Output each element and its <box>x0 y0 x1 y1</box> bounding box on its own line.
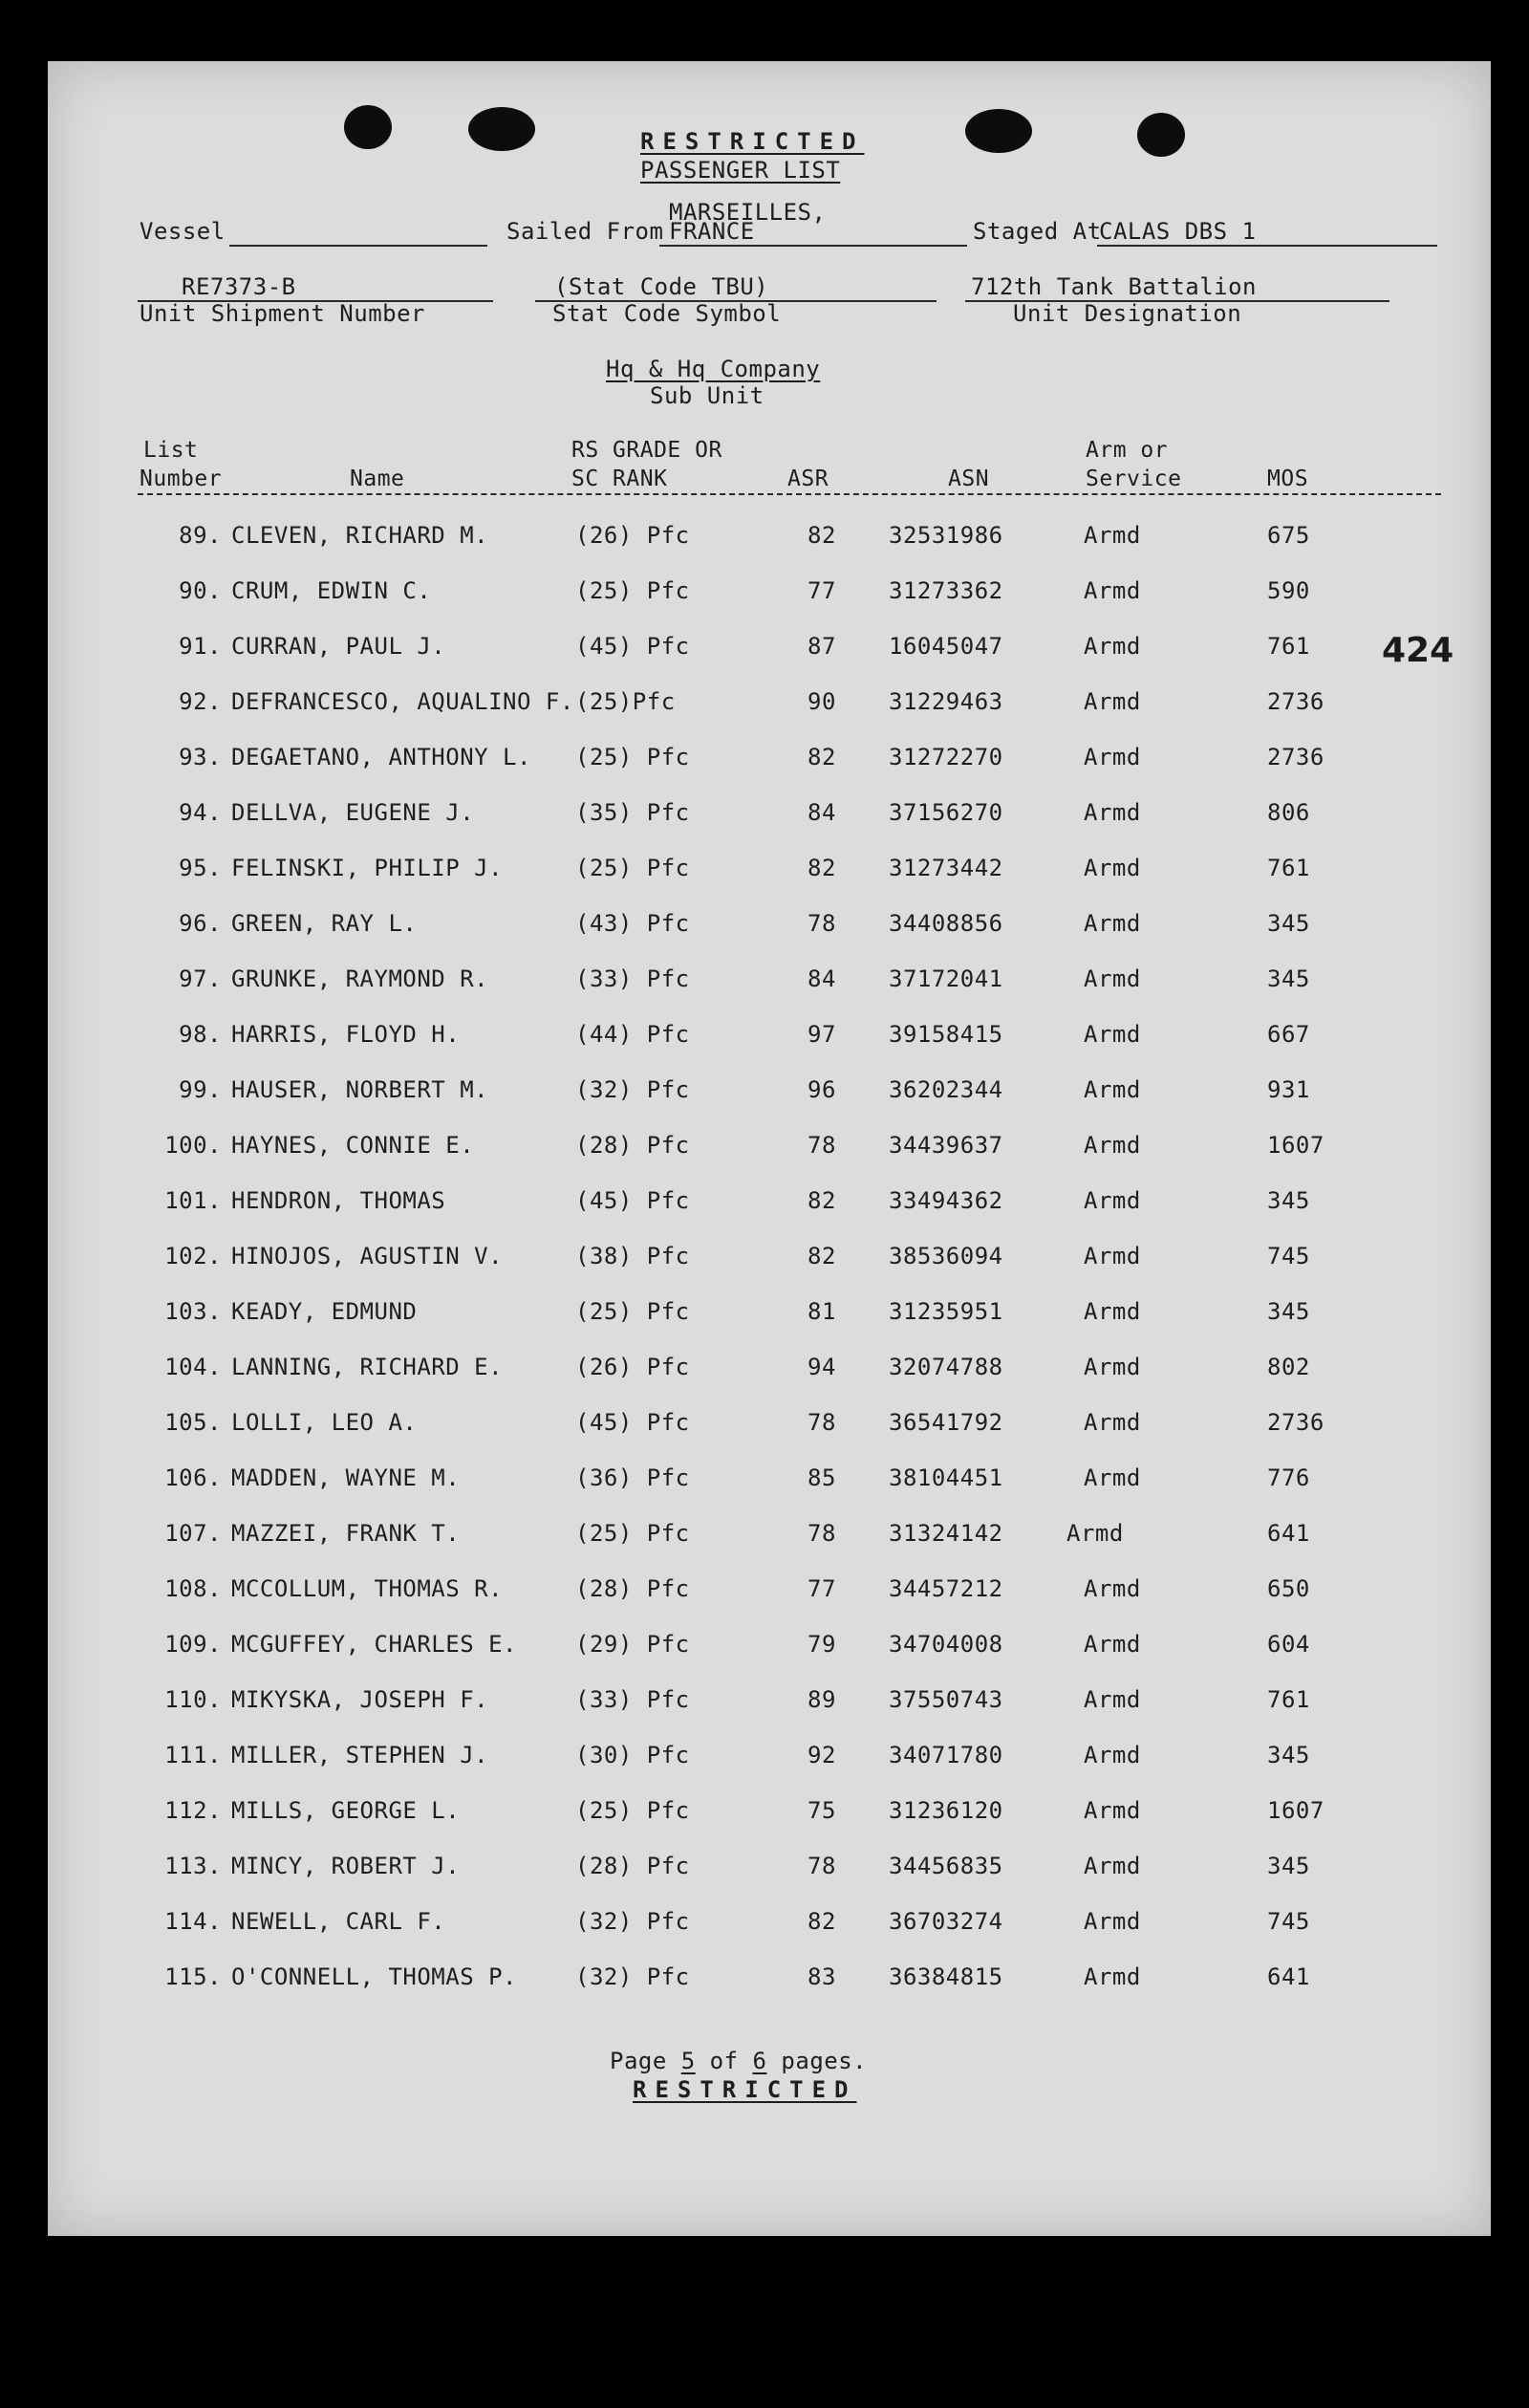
row-list-number: 113. <box>164 1853 222 1879</box>
row-grade: (44) Pfc <box>575 1021 690 1048</box>
row-grade: (28) Pfc <box>575 1575 690 1602</box>
row-grade: (32) Pfc <box>575 1963 690 1990</box>
row-list-number: 111. <box>164 1742 222 1768</box>
row-asn: 39158415 <box>889 1021 1003 1048</box>
row-asn: 36541792 <box>889 1409 1003 1436</box>
row-grade: (25)Pfc <box>575 688 676 715</box>
column-header-arm-1: Arm or <box>1086 438 1169 463</box>
row-asn: 31324142 <box>889 1520 1003 1547</box>
table-row <box>48 1021 1491 1076</box>
row-arm-service: Armd <box>1084 1853 1141 1879</box>
row-arm-service: Armd <box>1084 855 1141 881</box>
table-row <box>48 1686 1491 1742</box>
punch-hole <box>468 107 535 151</box>
row-list-number: 114. <box>164 1908 222 1935</box>
row-asr: 85 <box>808 1464 836 1491</box>
table-row <box>48 1853 1491 1908</box>
row-mos: 641 <box>1267 1520 1310 1547</box>
row-arm-service: Armd <box>1084 522 1141 549</box>
document-page <box>48 61 1491 2236</box>
row-mos: 345 <box>1267 1187 1310 1214</box>
row-asr: 82 <box>808 1908 836 1935</box>
row-grade: (32) Pfc <box>575 1076 690 1103</box>
row-asn: 31273362 <box>889 577 1003 604</box>
table-row <box>48 522 1491 577</box>
row-list-number: 90. <box>179 577 222 604</box>
row-grade: (26) Pfc <box>575 1354 690 1380</box>
row-arm-service: Armd <box>1084 744 1141 770</box>
row-asr: 82 <box>808 1187 836 1214</box>
sub-unit-value: Hq & Hq Company <box>606 356 821 382</box>
row-mos: 2736 <box>1267 1409 1324 1436</box>
row-name: MAZZEI, FRANK T. <box>231 1520 461 1547</box>
row-arm-service: Armd <box>1084 1686 1141 1713</box>
table-row <box>48 1631 1491 1686</box>
row-mos: 1607 <box>1267 1132 1324 1159</box>
row-mos: 761 <box>1267 1686 1310 1713</box>
row-grade: (33) Pfc <box>575 965 690 992</box>
row-arm-service: Armd <box>1084 1132 1141 1159</box>
staged-at-value: CALAS DBS 1 <box>1099 218 1257 245</box>
restricted-footer: RESTRICTED <box>633 2076 857 2103</box>
row-arm-service: Armd <box>1084 1021 1141 1048</box>
row-asn: 36202344 <box>889 1076 1003 1103</box>
row-asr: 77 <box>808 577 836 604</box>
page-current: 5 <box>680 2048 696 2074</box>
vessel-line <box>229 245 487 247</box>
punch-hole <box>965 109 1032 153</box>
row-asr: 78 <box>808 1409 836 1436</box>
row-asn: 36384815 <box>889 1963 1003 1990</box>
unit-designation-value: 712th Tank Battalion <box>971 273 1257 300</box>
table-row <box>48 965 1491 1021</box>
row-list-number: 95. <box>179 855 222 881</box>
row-arm-service: Armd <box>1084 1797 1141 1824</box>
row-arm-service: Armd <box>1084 577 1141 604</box>
row-list-number: 89. <box>179 522 222 549</box>
row-list-number: 93. <box>179 744 222 770</box>
row-list-number: 101. <box>164 1187 222 1214</box>
row-list-number: 92. <box>179 688 222 715</box>
row-asr: 89 <box>808 1686 836 1713</box>
row-asn: 32531986 <box>889 522 1003 549</box>
row-asn: 31236120 <box>889 1797 1003 1824</box>
row-arm-service: Armd <box>1084 1354 1141 1380</box>
row-list-number: 99. <box>179 1076 222 1103</box>
row-asr: 78 <box>808 910 836 937</box>
row-arm-service: Armd <box>1084 799 1141 826</box>
column-header-rs-2: SC RANK <box>571 466 668 491</box>
row-asr: 77 <box>808 1575 836 1602</box>
page-prefix: Page <box>610 2048 667 2074</box>
table-row <box>48 1132 1491 1187</box>
row-grade: (25) Pfc <box>575 744 690 770</box>
row-name: HAYNES, CONNIE E. <box>231 1132 475 1159</box>
staged-at-line <box>1097 245 1437 247</box>
row-name: HINOJOS, AGUSTIN V. <box>231 1243 504 1269</box>
table-row <box>48 910 1491 965</box>
column-header-name: Name <box>350 466 405 491</box>
row-asr: 79 <box>808 1631 836 1658</box>
row-grade: (25) Pfc <box>575 577 690 604</box>
row-asn: 36703274 <box>889 1908 1003 1935</box>
row-asr: 83 <box>808 1963 836 1990</box>
row-asn: 37156270 <box>889 799 1003 826</box>
stat-code-label: Stat Code Symbol <box>552 300 782 327</box>
row-asr: 81 <box>808 1298 836 1325</box>
unit-shipment-number-value: RE7373-B <box>182 273 296 300</box>
row-asn: 34071780 <box>889 1742 1003 1768</box>
row-list-number: 115. <box>164 1963 222 1990</box>
row-grade: (25) Pfc <box>575 855 690 881</box>
column-header-asn: ASN <box>948 466 990 491</box>
row-grade: (45) Pfc <box>575 633 690 660</box>
row-asr: 78 <box>808 1520 836 1547</box>
row-grade: (25) Pfc <box>575 1797 690 1824</box>
row-asr: 94 <box>808 1354 836 1380</box>
sailed-from-value-line1: MARSEILLES, <box>669 199 827 226</box>
row-mos: 802 <box>1267 1354 1310 1380</box>
row-name: CURRAN, PAUL J. <box>231 633 446 660</box>
row-asr: 75 <box>808 1797 836 1824</box>
row-name: HARRIS, FLOYD H. <box>231 1021 461 1048</box>
row-asn: 31272270 <box>889 744 1003 770</box>
row-asn: 34408856 <box>889 910 1003 937</box>
row-asn: 31273442 <box>889 855 1003 881</box>
column-header-mos: MOS <box>1267 466 1309 491</box>
row-list-number: 94. <box>179 799 222 826</box>
row-asr: 84 <box>808 799 836 826</box>
page-suffix: pages. <box>781 2048 868 2074</box>
row-name: LOLLI, LEO A. <box>231 1409 418 1436</box>
row-list-number: 104. <box>164 1354 222 1380</box>
stamp-number: 424 <box>1382 631 1454 670</box>
row-list-number: 103. <box>164 1298 222 1325</box>
column-header-list-number-1: List <box>143 438 199 463</box>
row-name: CRUM, EDWIN C. <box>231 577 432 604</box>
column-header-rule <box>138 493 1441 495</box>
unit-designation-label: Unit Designation <box>1013 300 1242 327</box>
row-name: HENDRON, THOMAS <box>231 1187 446 1214</box>
row-asr: 78 <box>808 1853 836 1879</box>
row-list-number: 96. <box>179 910 222 937</box>
row-list-number: 107. <box>164 1520 222 1547</box>
row-asr: 96 <box>808 1076 836 1103</box>
table-row <box>48 1908 1491 1963</box>
row-mos: 675 <box>1267 522 1310 549</box>
row-grade: (43) Pfc <box>575 910 690 937</box>
table-row <box>48 688 1491 744</box>
row-asn: 34457212 <box>889 1575 1003 1602</box>
row-grade: (32) Pfc <box>575 1908 690 1935</box>
row-name: MILLER, STEPHEN J. <box>231 1742 489 1768</box>
stat-code-value: (Stat Code TBU) <box>554 273 769 300</box>
sub-unit-label: Sub Unit <box>650 382 764 409</box>
row-asn: 37172041 <box>889 965 1003 992</box>
row-mos: 806 <box>1267 799 1310 826</box>
table-row <box>48 577 1491 633</box>
row-asr: 87 <box>808 633 836 660</box>
row-list-number: 91. <box>179 633 222 660</box>
row-list-number: 109. <box>164 1631 222 1658</box>
row-list-number: 102. <box>164 1243 222 1269</box>
row-asr: 92 <box>808 1742 836 1768</box>
row-mos: 745 <box>1267 1243 1310 1269</box>
row-asn: 33494362 <box>889 1187 1003 1214</box>
row-arm-service: Armd <box>1084 1575 1141 1602</box>
row-asn: 31235951 <box>889 1298 1003 1325</box>
table-row <box>48 1187 1491 1243</box>
row-mos: 650 <box>1267 1575 1310 1602</box>
row-grade: (38) Pfc <box>575 1243 690 1269</box>
row-mos: 345 <box>1267 1742 1310 1768</box>
row-asr: 82 <box>808 744 836 770</box>
row-grade: (33) Pfc <box>575 1686 690 1713</box>
table-row <box>48 855 1491 910</box>
row-grade: (45) Pfc <box>575 1409 690 1436</box>
row-list-number: 105. <box>164 1409 222 1436</box>
row-mos: 761 <box>1267 633 1310 660</box>
table-row <box>48 1797 1491 1853</box>
row-arm-service: Armd <box>1066 1520 1124 1547</box>
row-mos: 745 <box>1267 1908 1310 1935</box>
column-header-list-number-2: Number <box>140 466 223 491</box>
row-arm-service: Armd <box>1084 1631 1141 1658</box>
column-header-arm-2: Service <box>1086 466 1182 491</box>
row-asr: 97 <box>808 1021 836 1048</box>
row-arm-service: Armd <box>1084 1908 1141 1935</box>
row-asn: 31229463 <box>889 688 1003 715</box>
row-mos: 776 <box>1267 1464 1310 1491</box>
table-row <box>48 1076 1491 1132</box>
table-row <box>48 1742 1491 1797</box>
page-total: 6 <box>752 2048 767 2074</box>
row-arm-service: Armd <box>1084 688 1141 715</box>
table-row <box>48 799 1491 855</box>
table-row <box>48 1520 1491 1575</box>
row-arm-service: Armd <box>1084 1742 1141 1768</box>
row-asr: 90 <box>808 688 836 715</box>
row-grade: (28) Pfc <box>575 1132 690 1159</box>
row-asn: 32074788 <box>889 1354 1003 1380</box>
row-asr: 78 <box>808 1132 836 1159</box>
row-grade: (25) Pfc <box>575 1520 690 1547</box>
row-mos: 604 <box>1267 1631 1310 1658</box>
row-list-number: 108. <box>164 1575 222 1602</box>
row-asn: 38536094 <box>889 1243 1003 1269</box>
row-arm-service: Armd <box>1084 1243 1141 1269</box>
row-arm-service: Armd <box>1084 1409 1141 1436</box>
row-name: MIKYSKA, JOSEPH F. <box>231 1686 489 1713</box>
row-name: CLEVEN, RICHARD M. <box>231 522 489 549</box>
row-mos: 345 <box>1267 1853 1310 1879</box>
table-row <box>48 1963 1491 2019</box>
row-mos: 667 <box>1267 1021 1310 1048</box>
row-mos: 1607 <box>1267 1797 1324 1824</box>
unit-shipment-number-label: Unit Shipment Number <box>140 300 425 327</box>
sailed-from-label: Sailed From <box>506 218 664 245</box>
row-arm-service: Armd <box>1084 910 1141 937</box>
row-name: LANNING, RICHARD E. <box>231 1354 504 1380</box>
row-name: MCGUFFEY, CHARLES E. <box>231 1631 517 1658</box>
row-list-number: 100. <box>164 1132 222 1159</box>
row-asn: 34439637 <box>889 1132 1003 1159</box>
table-row <box>48 1243 1491 1298</box>
row-name: O'CONNELL, THOMAS P. <box>231 1963 517 1990</box>
row-name: MINCY, ROBERT J. <box>231 1853 461 1879</box>
row-name: HAUSER, NORBERT M. <box>231 1076 489 1103</box>
row-grade: (36) Pfc <box>575 1464 690 1491</box>
row-arm-service: Armd <box>1084 633 1141 660</box>
row-name: DEGAETANO, ANTHONY L. <box>231 744 531 770</box>
row-asn: 34456835 <box>889 1853 1003 1879</box>
row-asn: 37550743 <box>889 1686 1003 1713</box>
row-name: GRUNKE, RAYMOND R. <box>231 965 489 992</box>
row-arm-service: Armd <box>1084 1464 1141 1491</box>
row-mos: 931 <box>1267 1076 1310 1103</box>
row-grade: (45) Pfc <box>575 1187 690 1214</box>
row-list-number: 112. <box>164 1797 222 1824</box>
document-title: PASSENGER LIST <box>640 157 841 184</box>
vessel-label: Vessel <box>140 218 226 245</box>
row-name: DELLVA, EUGENE J. <box>231 799 475 826</box>
row-asr: 82 <box>808 855 836 881</box>
table-row <box>48 633 1491 688</box>
row-asr: 84 <box>808 965 836 992</box>
row-grade: (35) Pfc <box>575 799 690 826</box>
row-grade: (25) Pfc <box>575 1298 690 1325</box>
row-grade: (28) Pfc <box>575 1853 690 1879</box>
row-mos: 345 <box>1267 1298 1310 1325</box>
table-row <box>48 744 1491 799</box>
row-name: MILLS, GEORGE L. <box>231 1797 461 1824</box>
row-name: NEWELL, CARL F. <box>231 1908 446 1935</box>
row-mos: 641 <box>1267 1963 1310 1990</box>
row-arm-service: Armd <box>1084 965 1141 992</box>
row-name: MADDEN, WAYNE M. <box>231 1464 461 1491</box>
restricted-header: RESTRICTED <box>640 128 865 155</box>
row-list-number: 106. <box>164 1464 222 1491</box>
row-asr: 82 <box>808 522 836 549</box>
row-asn: 38104451 <box>889 1464 1003 1491</box>
sailed-from-line <box>659 245 967 247</box>
row-arm-service: Armd <box>1084 1298 1141 1325</box>
row-name: DEFRANCESCO, AQUALINO F. <box>231 688 574 715</box>
row-grade: (30) Pfc <box>575 1742 690 1768</box>
staged-at-label: Staged At <box>973 218 1102 245</box>
row-list-number: 110. <box>164 1686 222 1713</box>
punch-hole <box>1137 113 1185 157</box>
table-row <box>48 1409 1491 1464</box>
page-of: of <box>709 2048 739 2074</box>
row-mos: 2736 <box>1267 744 1324 770</box>
row-asn: 34704008 <box>889 1631 1003 1658</box>
table-row <box>48 1464 1491 1520</box>
row-arm-service: Armd <box>1084 1187 1141 1214</box>
row-mos: 2736 <box>1267 688 1324 715</box>
row-arm-service: Armd <box>1084 1963 1141 1990</box>
row-grade: (26) Pfc <box>575 522 690 549</box>
row-name: KEADY, EDMUND <box>231 1298 418 1325</box>
row-mos: 590 <box>1267 577 1310 604</box>
sailed-from-value-line2: FRANCE <box>669 218 755 245</box>
row-list-number: 97. <box>179 965 222 992</box>
column-header-rs-1: RS GRADE OR <box>571 438 722 463</box>
page-indicator <box>610 2048 867 2074</box>
row-list-number: 98. <box>179 1021 222 1048</box>
table-row <box>48 1298 1491 1354</box>
row-mos: 345 <box>1267 965 1310 992</box>
row-mos: 761 <box>1267 855 1310 881</box>
column-header-asr: ASR <box>787 466 829 491</box>
table-row <box>48 1354 1491 1409</box>
row-asn: 16045047 <box>889 633 1003 660</box>
row-name: GREEN, RAY L. <box>231 910 418 937</box>
row-mos: 345 <box>1267 910 1310 937</box>
row-grade: (29) Pfc <box>575 1631 690 1658</box>
row-name: MCCOLLUM, THOMAS R. <box>231 1575 504 1602</box>
table-row <box>48 1575 1491 1631</box>
row-name: FELINSKI, PHILIP J. <box>231 855 504 881</box>
row-asr: 82 <box>808 1243 836 1269</box>
punch-hole <box>344 105 392 149</box>
row-arm-service: Armd <box>1084 1076 1141 1103</box>
